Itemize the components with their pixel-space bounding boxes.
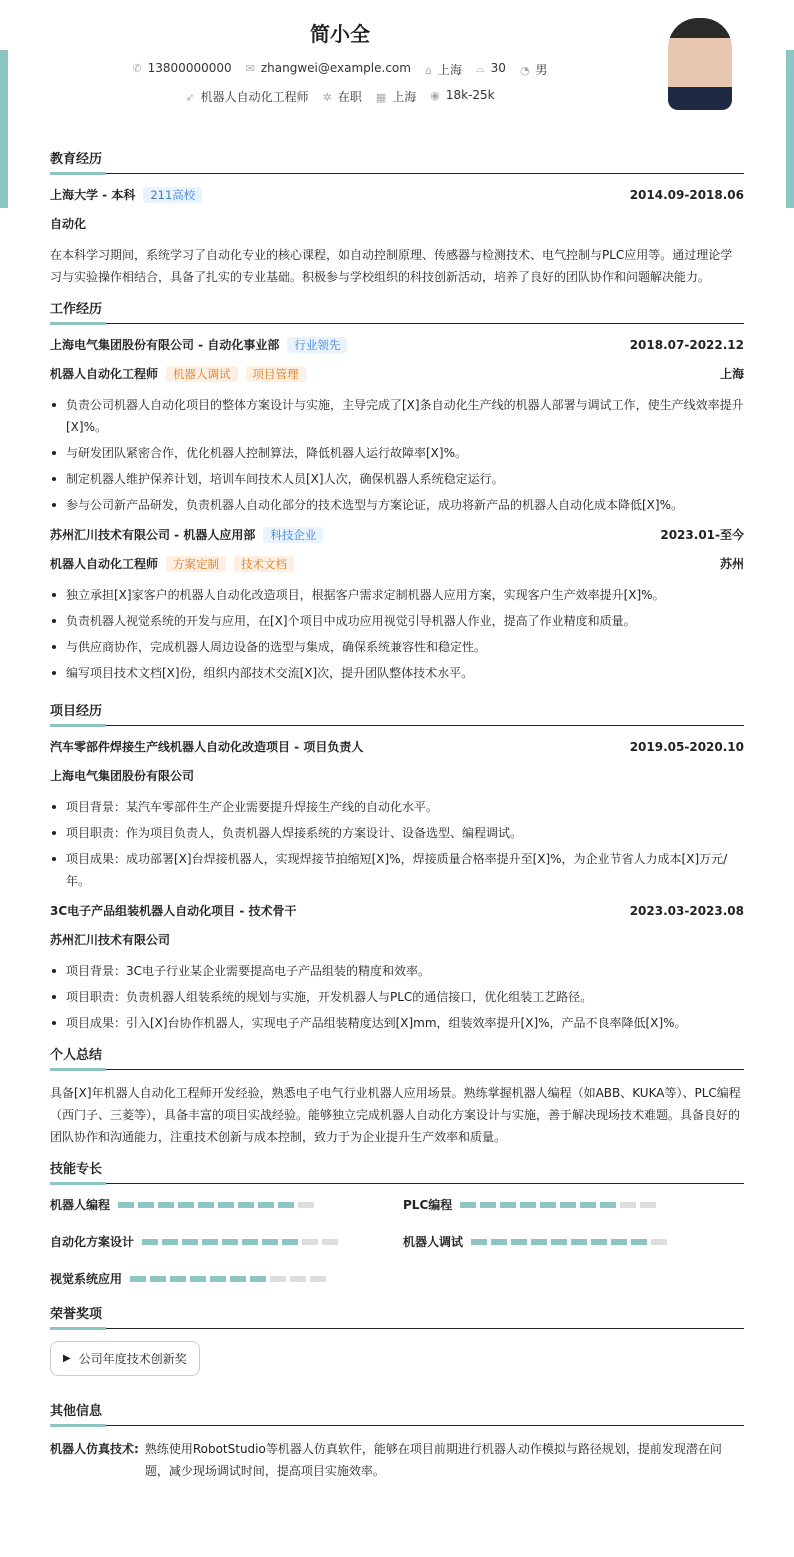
skill-level-segment bbox=[511, 1239, 527, 1245]
section-title: 其他信息 bbox=[50, 1400, 744, 1426]
gender-icon: ◔ bbox=[519, 64, 530, 77]
work-city: 苏州 bbox=[719, 557, 744, 571]
skill-level-segment bbox=[290, 1276, 306, 1282]
status-icon: ✲ bbox=[322, 91, 332, 104]
bullet-item: 项目职责：作为项目负责人，负责机器人焊接系统的方案设计、设备选型、编程调试。 bbox=[50, 822, 744, 844]
date: 2019.05-2020.10 bbox=[629, 739, 744, 754]
bullet-item: 负责公司机器人自动化项目的整体方案设计与实施，主导完成了[X]条自动化生产线的机器人部署与调试工作，使生产线效率提升[X]%。 bbox=[50, 394, 744, 438]
work-entry bbox=[50, 336, 744, 516]
skill-level-segment bbox=[631, 1239, 647, 1245]
company: 苏州汇川技术有限公司 - 机器人应用部 bbox=[50, 528, 256, 542]
section-title: 工作经历 bbox=[50, 298, 744, 324]
skill-item bbox=[50, 1196, 403, 1213]
project-section bbox=[50, 700, 744, 1034]
bullet-item: 独立承担[X]家客户的机器人自动化改造项目，根据客户需求定制机器人应用方案，实现客户生产效率提升[X]%。 bbox=[50, 584, 744, 606]
school-tag: 211高校 bbox=[143, 187, 202, 203]
mail-icon: ✉ bbox=[245, 62, 255, 75]
skill-level-segment bbox=[491, 1239, 507, 1245]
skill-level-segment bbox=[460, 1202, 476, 1208]
company: 上海电气集团股份有限公司 - 自动化事业部 bbox=[50, 338, 280, 352]
skill-level-segment bbox=[262, 1239, 278, 1245]
skills-section bbox=[50, 1158, 744, 1287]
section-title: 荣誉奖项 bbox=[50, 1303, 744, 1329]
bullet-item: 项目成果：引入[X]台协作机器人，实现电子产品组装精度达到[X]mm，组装效率提升[X]%，产品不良率降低[X]%。 bbox=[50, 1012, 744, 1034]
work-city: 上海 bbox=[719, 367, 744, 381]
skill-name: PLC编程 bbox=[403, 1198, 453, 1212]
skill-level-bar bbox=[130, 1276, 326, 1282]
candidate-name: 简小全 bbox=[310, 22, 370, 46]
skill-item bbox=[50, 1270, 403, 1287]
award-label: 公司年度技术创新奖 bbox=[78, 1352, 187, 1366]
award-item[interactable] bbox=[50, 1341, 200, 1376]
skill-level-segment bbox=[620, 1202, 636, 1208]
skill-item bbox=[403, 1196, 743, 1213]
skill-name: 自动化方案设计 bbox=[50, 1235, 135, 1249]
skill-level-segment bbox=[258, 1202, 274, 1208]
skill-name: 机器人调试 bbox=[403, 1235, 464, 1249]
section-title: 教育经历 bbox=[50, 148, 744, 174]
bullet-item: 项目成果：成功部署[X]台焊接机器人，实现焊接节拍缩短[X]%，焊接质量合格率提升至[X]%，为企业节省人力成本[X]万元/年。 bbox=[50, 848, 744, 892]
project-title: 3C电子产品组装机器人自动化项目 - 技术骨干 bbox=[50, 904, 297, 918]
skill-level-segment bbox=[210, 1276, 226, 1282]
work-entry bbox=[50, 526, 744, 684]
skill-level-segment bbox=[560, 1202, 576, 1208]
role-tag: 项目管理 bbox=[246, 366, 306, 382]
skill-level-segment bbox=[222, 1239, 238, 1245]
skill-level-segment bbox=[190, 1276, 206, 1282]
section-title: 个人总结 bbox=[50, 1044, 744, 1070]
date: 2023.01-至今 bbox=[660, 528, 744, 542]
role-tag: 方案定制 bbox=[166, 556, 226, 572]
summary-text: 具备[X]年机器人自动化工程师开发经验，熟悉电子电气行业机器人应用场景。熟练掌握机器人编程（如ABB、KUKA等）、PLC编程（西门子、三菱等），具备丰富的项目实战经验。能够独立完成机器人自动化方案设计与实施，善于解决现场技术难题。具备良好的团队协作和沟通能力，注重技术创新与成本控制，致力于为企业提升生产效率和质量。 bbox=[50, 1086, 741, 1144]
bullet-item: 与研发团队紧密合作，优化机器人控制算法，降低机器人运行故障率[X]%。 bbox=[50, 442, 744, 464]
skill-level-segment bbox=[520, 1202, 536, 1208]
job-row bbox=[0, 88, 680, 105]
skill-level-segment bbox=[278, 1202, 294, 1208]
skill-level-segment bbox=[218, 1202, 234, 1208]
bullet-item: 编写项目技术文档[X]份，组织内部技术交流[X]次，提升团队整体技术水平。 bbox=[50, 662, 744, 684]
bullet-item: 制定机器人维护保养计划，培训车间技术人员[X]人次，确保机器人系统稳定运行。 bbox=[50, 468, 744, 490]
gender: 男 bbox=[535, 63, 548, 77]
skill-level-segment bbox=[611, 1239, 627, 1245]
project-entry bbox=[50, 902, 744, 1034]
skill-level-segment bbox=[162, 1239, 178, 1245]
salary-icon: ◉ bbox=[430, 89, 440, 102]
skill-level-segment bbox=[198, 1202, 214, 1208]
role: 机器人自动化工程师 bbox=[50, 367, 159, 381]
date: 2023.03-2023.08 bbox=[629, 903, 744, 918]
skill-level-segment bbox=[170, 1276, 186, 1282]
skill-item bbox=[403, 1233, 743, 1250]
skill-level-segment bbox=[150, 1276, 166, 1282]
major: 自动化 bbox=[50, 217, 87, 231]
skill-level-bar bbox=[460, 1202, 656, 1208]
skill-level-segment bbox=[471, 1239, 487, 1245]
date: 2018.07-2022.12 bbox=[629, 337, 744, 352]
home-icon: ⌂ bbox=[424, 64, 432, 77]
skill-item bbox=[50, 1233, 403, 1250]
contact-row bbox=[0, 61, 680, 78]
other-section bbox=[50, 1400, 744, 1482]
skill-level-segment bbox=[138, 1202, 154, 1208]
job-status: 在职 bbox=[337, 90, 362, 104]
project-title: 汽车零部件焊接生产线机器人自动化改造项目 - 项目负责人 bbox=[50, 740, 364, 754]
role-tag: 机器人调试 bbox=[166, 366, 238, 382]
project-company: 苏州汇川技术有限公司 bbox=[50, 933, 171, 947]
role-tag: 技术文档 bbox=[234, 556, 294, 572]
skill-level-bar bbox=[471, 1239, 667, 1245]
bullet-item: 项目职责：负责机器人组装系统的规划与实施，开发机器人与PLC的通信接口，优化组装工艺路径。 bbox=[50, 986, 744, 1008]
skill-level-segment bbox=[270, 1276, 286, 1282]
skill-level-segment bbox=[242, 1239, 258, 1245]
skill-level-segment bbox=[600, 1202, 616, 1208]
skill-level-segment bbox=[500, 1202, 516, 1208]
building-icon: ▦ bbox=[375, 91, 387, 104]
skill-level-segment bbox=[302, 1239, 318, 1245]
company-tag: 科技企业 bbox=[263, 527, 323, 543]
skill-name: 机器人编程 bbox=[50, 1198, 111, 1212]
skill-level-segment bbox=[322, 1239, 338, 1245]
skill-level-segment bbox=[238, 1202, 254, 1208]
skill-level-segment bbox=[640, 1202, 656, 1208]
summary-section bbox=[50, 1044, 744, 1148]
salary: 18k-25k bbox=[445, 88, 495, 102]
project-company: 上海电气集团股份有限公司 bbox=[50, 769, 195, 783]
skill-level-segment bbox=[551, 1239, 567, 1245]
skill-name: 视觉系统应用 bbox=[50, 1272, 123, 1286]
education-desc: 在本科学习期间，系统学习了自动化专业的核心课程，如自动控制原理、传感器与检测技术、电气控制与PLC应用等。通过理论学习与实验操作相结合，具备了扎实的专业基础。积极参与学校组织的科技创新活动，培养了良好的团队协作和问题解决能力。 bbox=[50, 248, 733, 284]
phone: 13800000000 bbox=[147, 61, 232, 75]
skill-level-segment bbox=[182, 1239, 198, 1245]
section-title: 项目经历 bbox=[50, 700, 744, 726]
bullet-item: 项目背景：某汽车零部件生产企业需要提升焊接生产线的自动化水平。 bbox=[50, 796, 744, 818]
bullet-item: 项目背景：3C电子行业某企业需要提高电子产品组装的精度和效率。 bbox=[50, 960, 744, 982]
skill-level-segment bbox=[250, 1276, 266, 1282]
job-title: 机器人自动化工程师 bbox=[200, 90, 309, 104]
phone-icon: ✆ bbox=[132, 62, 142, 75]
bullet-item: 参与公司新产品研发，负责机器人自动化部分的技术选型与方案论证，成功将新产品的机器人自动化成本降低[X]%。 bbox=[50, 494, 744, 516]
skill-level-segment bbox=[591, 1239, 607, 1245]
decor-bar-right bbox=[786, 50, 794, 208]
age-icon: ⌓ bbox=[475, 62, 485, 75]
skill-level-segment bbox=[531, 1239, 547, 1245]
skill-level-segment bbox=[118, 1202, 134, 1208]
skill-level-segment bbox=[178, 1202, 194, 1208]
skill-level-bar bbox=[142, 1239, 338, 1245]
city: 上海 bbox=[437, 63, 462, 77]
email: zhangwei@example.com bbox=[260, 61, 411, 75]
role: 机器人自动化工程师 bbox=[50, 557, 159, 571]
other-label: 机器人仿真技术: bbox=[50, 1442, 139, 1456]
skill-level-segment bbox=[202, 1239, 218, 1245]
skill-level-segment bbox=[158, 1202, 174, 1208]
skill-level-segment bbox=[540, 1202, 556, 1208]
skill-level-segment bbox=[310, 1276, 326, 1282]
skill-level-segment bbox=[580, 1202, 596, 1208]
skill-level-segment bbox=[142, 1239, 158, 1245]
skill-level-segment bbox=[230, 1276, 246, 1282]
send-icon: ➶ bbox=[185, 91, 195, 104]
date: 2014.09-2018.06 bbox=[629, 187, 744, 202]
skill-level-segment bbox=[571, 1239, 587, 1245]
school: 上海大学 - 本科 bbox=[50, 188, 136, 202]
section-title: 技能专长 bbox=[50, 1158, 744, 1184]
other-text: 熟练使用RobotStudio等机器人仿真软件，能够在项目前期进行机器人动作模拟与路径规划，提前发现潜在问题，减少现场调试时间，提高项目实施效率。 bbox=[144, 1442, 722, 1478]
education-section bbox=[50, 148, 744, 288]
work-section bbox=[50, 298, 744, 684]
skill-level-segment bbox=[480, 1202, 496, 1208]
company-tag: 行业领先 bbox=[287, 337, 347, 353]
age: 30 bbox=[490, 61, 506, 75]
skill-level-bar bbox=[118, 1202, 314, 1208]
avatar-photo bbox=[668, 18, 732, 110]
skill-level-segment bbox=[651, 1239, 667, 1245]
bullet-item: 负责机器人视觉系统的开发与应用，在[X]个项目中成功应用视觉引导机器人作业，提高了作业精度和质量。 bbox=[50, 610, 744, 632]
skill-level-segment bbox=[130, 1276, 146, 1282]
bullet-item: 与供应商协作，完成机器人周边设备的选型与集成，确保系统兼容性和稳定性。 bbox=[50, 636, 744, 658]
skill-level-segment bbox=[282, 1239, 298, 1245]
target-city: 上海 bbox=[392, 90, 417, 104]
project-entry bbox=[50, 738, 744, 892]
skill-level-segment bbox=[298, 1202, 314, 1208]
awards-section bbox=[50, 1303, 744, 1390]
play-icon: ▶ bbox=[63, 1353, 71, 1364]
